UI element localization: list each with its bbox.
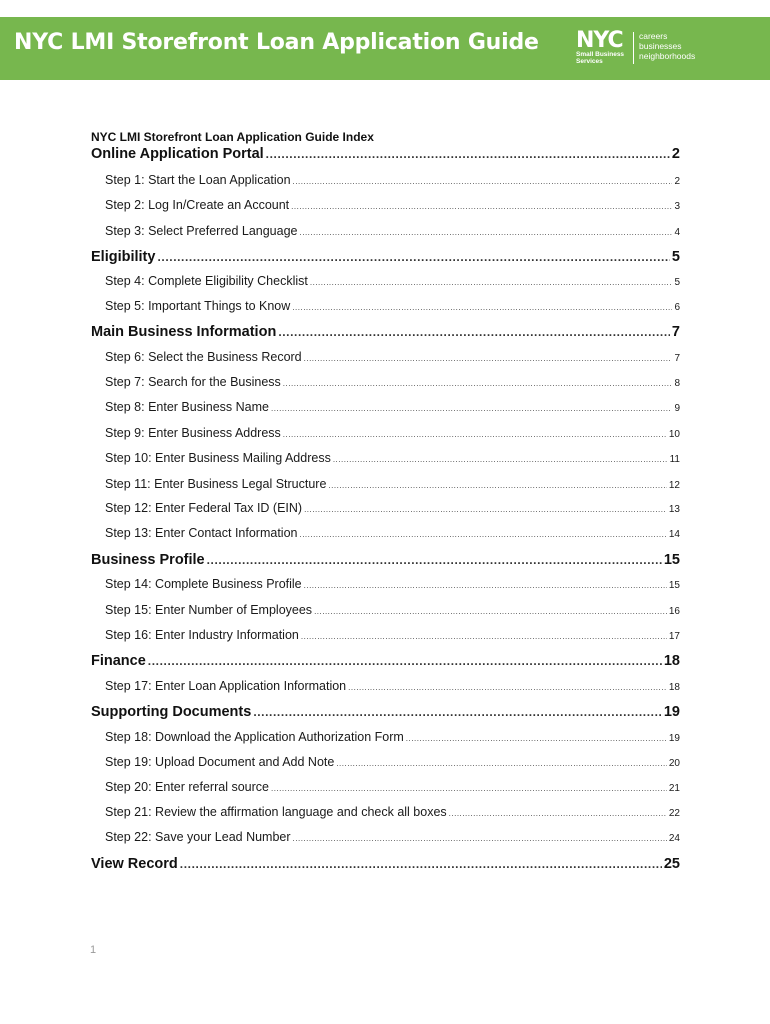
toc-step-entry[interactable] — [105, 375, 680, 389]
toc-page-number: 15 — [663, 552, 680, 568]
toc-page-number: 18 — [663, 653, 680, 669]
toc-entry-label: Step 9: Enter Business Address — [105, 426, 281, 440]
toc-entry-label: Step 2: Log In/Create an Account — [105, 198, 290, 212]
logo-agency-line: Services — [576, 58, 603, 65]
toc-dot-leader — [299, 530, 666, 539]
toc-page-number: 5 — [671, 249, 680, 265]
index-heading: NYC LMI Storefront Loan Application Guide Index — [91, 130, 374, 144]
toc-page-number: 5 — [674, 277, 680, 288]
toc-dot-leader — [271, 404, 672, 413]
toc-entry-label: Step 11: Enter Business Legal Structure — [105, 477, 327, 491]
toc-page-number: 11 — [669, 454, 680, 465]
toc-dot-leader — [348, 683, 667, 692]
logo-agency-name — [576, 51, 628, 65]
toc-dot-leader — [148, 654, 662, 668]
toc-step-entry[interactable] — [105, 426, 680, 440]
toc-entry-label: Step 22: Save your Lead Number — [105, 830, 291, 844]
toc-entry-label: Step 19: Upload Document and Add Note — [105, 755, 335, 769]
toc-page-number: 21 — [668, 783, 680, 794]
toc-section-entry[interactable] — [91, 653, 680, 669]
toc-page-number: 9 — [674, 403, 680, 414]
logo-divider — [633, 32, 634, 64]
toc-entry-label: Step 5: Important Things to Know — [105, 299, 291, 313]
toc-section-entry[interactable] — [91, 856, 680, 872]
toc-entry-label: Step 12: Enter Federal Tax ID (EIN) — [105, 501, 303, 515]
toc-dot-leader — [328, 481, 666, 490]
toc-page-number: 16 — [668, 606, 680, 617]
toc-dot-leader — [449, 809, 667, 818]
toc-page-number: 25 — [663, 856, 680, 872]
toc-dot-leader — [291, 202, 672, 211]
toc-page-number: 7 — [674, 353, 680, 364]
toc-dot-leader — [266, 147, 670, 161]
toc-page-number: 17 — [668, 631, 680, 642]
toc-page-number: 13 — [668, 504, 680, 515]
toc-page-number: 24 — [668, 833, 680, 844]
toc-dot-leader — [180, 857, 662, 871]
toc-step-entry[interactable] — [105, 198, 680, 212]
toc-page-number: 12 — [668, 480, 680, 491]
toc-entry-label: Step 14: Complete Business Profile — [105, 577, 302, 591]
toc-dot-leader — [283, 379, 673, 388]
toc-dot-leader — [278, 325, 670, 339]
toc-entry-label: Step 4: Complete Eligibility Checklist — [105, 274, 308, 288]
toc-step-entry[interactable] — [105, 173, 680, 187]
toc-page-number: 18 — [668, 682, 680, 693]
toc-step-entry[interactable] — [105, 274, 680, 288]
toc-step-entry[interactable] — [105, 400, 680, 414]
toc-dot-leader — [271, 784, 667, 793]
toc-entry-label: Online Application Portal — [91, 146, 264, 162]
toc-dot-leader — [292, 303, 672, 312]
toc-dot-leader — [304, 505, 667, 514]
toc-entry-label: Step 18: Download the Application Authorization Form — [105, 730, 404, 744]
page-number: 1 — [90, 944, 97, 956]
toc-dot-leader — [310, 278, 673, 287]
toc-page-number: 2 — [674, 176, 680, 187]
toc-page-number: 2 — [671, 146, 680, 162]
toc-entry-label: Eligibility — [91, 249, 156, 265]
toc-entry-label: Step 7: Search for the Business — [105, 375, 281, 389]
toc-page-number: 6 — [674, 302, 680, 313]
logo-tagline-line: businesses — [639, 41, 682, 51]
toc-section-entry[interactable] — [91, 146, 680, 162]
toc-page-number: 8 — [674, 378, 680, 389]
toc-step-entry[interactable] — [105, 603, 680, 617]
toc-entry-label: Business Profile — [91, 552, 205, 568]
toc-entry-label: Main Business Information — [91, 324, 277, 340]
toc-page-number: 19 — [668, 733, 680, 744]
toc-step-entry[interactable] — [105, 526, 680, 540]
toc-dot-leader — [333, 455, 668, 464]
toc-entry-label: Step 16: Enter Industry Information — [105, 628, 299, 642]
toc-entry-label: Step 15: Enter Number of Employees — [105, 603, 313, 617]
toc-page-number: 10 — [668, 429, 680, 440]
toc-entry-label: View Record — [91, 856, 178, 872]
document-title: NYC LMI Storefront Loan Application Guide — [14, 30, 539, 55]
toc-entry-label: Step 13: Enter Contact Information — [105, 526, 298, 540]
toc-step-entry[interactable] — [105, 451, 680, 465]
logo-tagline-line: careers — [639, 31, 668, 41]
toc-dot-leader — [406, 734, 667, 743]
toc-step-entry[interactable] — [105, 224, 680, 238]
toc-step-entry[interactable] — [105, 628, 680, 642]
toc-step-entry[interactable] — [105, 477, 680, 491]
toc-entry-label: Step 3: Select Preferred Language — [105, 224, 298, 238]
toc-section-entry[interactable] — [91, 249, 680, 265]
toc-section-entry[interactable] — [91, 324, 680, 340]
toc-step-entry[interactable] — [105, 577, 680, 591]
toc-page-number: 15 — [668, 580, 680, 591]
toc-page-number: 19 — [663, 704, 680, 720]
toc-dot-leader — [207, 553, 662, 567]
toc-entry-label: Step 1: Start the Loan Application — [105, 173, 291, 187]
toc-section-entry[interactable] — [91, 704, 680, 720]
toc-step-entry[interactable] — [105, 805, 680, 819]
toc-dot-leader — [336, 759, 667, 768]
toc-page-number: 4 — [674, 227, 680, 238]
toc-step-entry[interactable] — [105, 730, 680, 744]
toc-entry-label: Step 6: Select the Business Record — [105, 350, 302, 364]
toc-dot-leader — [301, 632, 667, 641]
toc-page-number: 20 — [668, 758, 680, 769]
toc-step-entry[interactable] — [105, 350, 680, 364]
toc-dot-leader — [300, 228, 673, 237]
toc-page-number: 7 — [671, 324, 680, 340]
toc-page-number: 22 — [668, 808, 680, 819]
toc-step-entry[interactable] — [105, 299, 680, 313]
toc-entry-label: Step 10: Enter Business Mailing Address — [105, 451, 331, 465]
toc-step-entry[interactable] — [105, 780, 680, 794]
toc-step-entry[interactable] — [105, 830, 680, 844]
toc-dot-leader — [314, 607, 667, 616]
toc-step-entry[interactable] — [105, 755, 680, 769]
toc-entry-label: Step 20: Enter referral source — [105, 780, 269, 794]
toc-dot-leader — [293, 834, 667, 843]
toc-entry-label: Supporting Documents — [91, 704, 252, 720]
toc-entry-label: Step 8: Enter Business Name — [105, 400, 269, 414]
toc-dot-leader — [157, 250, 669, 264]
logo-agency-line: Small Business — [576, 51, 625, 58]
toc-section-entry[interactable] — [91, 552, 680, 568]
toc-dot-leader — [304, 354, 673, 363]
toc-dot-leader — [283, 430, 667, 439]
toc-dot-leader — [253, 705, 662, 719]
toc-page-number: 3 — [674, 201, 680, 212]
toc-entry-label: Finance — [91, 653, 146, 669]
nyc-sbs-logo — [576, 30, 716, 70]
logo-tagline — [639, 31, 695, 61]
toc-dot-leader — [293, 177, 673, 186]
logo-tagline-line: neighborhoods — [639, 51, 696, 61]
toc-step-entry[interactable] — [105, 679, 680, 693]
toc-page-number: 14 — [668, 529, 680, 540]
logo-nyc-wordmark: NYC — [576, 28, 623, 53]
header-banner — [0, 17, 770, 80]
toc-dot-leader — [304, 581, 667, 590]
toc-step-entry[interactable] — [105, 501, 680, 515]
toc-entry-label: Step 21: Review the affirmation language and check all boxes — [105, 805, 447, 819]
toc-entry-label: Step 17: Enter Loan Application Information — [105, 679, 347, 693]
